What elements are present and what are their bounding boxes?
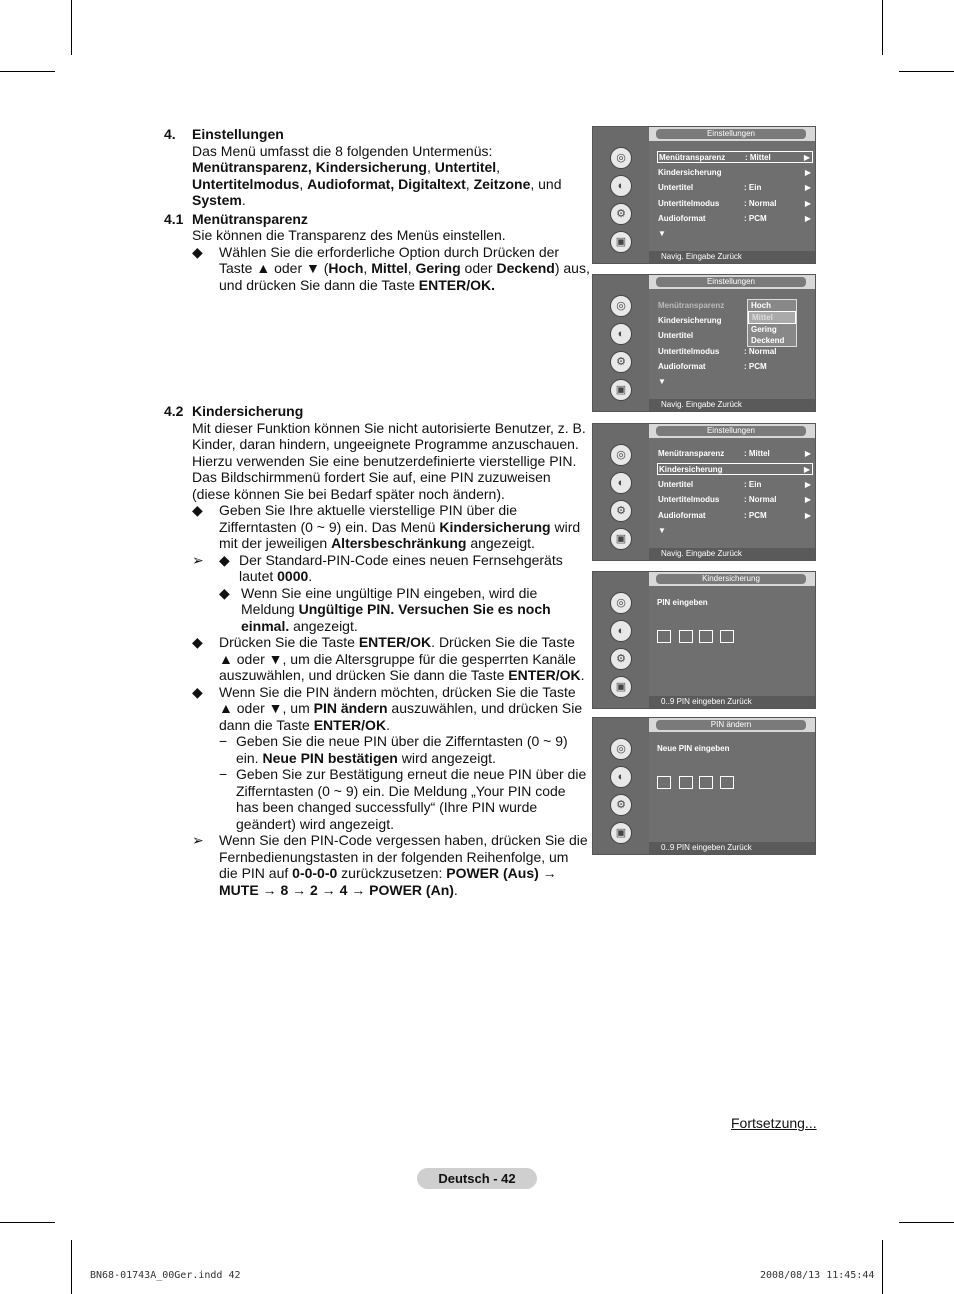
page-number: Deutsch - 42 bbox=[417, 1168, 537, 1189]
osd-pin-aendern: ◎ ◐ ⚙ ▣ PIN ändern Neue PIN eingeben 0..9 PIN eingeben Zurück bbox=[592, 717, 816, 855]
diamond-bullet-icon: ◆ bbox=[192, 634, 203, 650]
continuation-note: Fortsetzung... bbox=[731, 1115, 817, 1131]
gear-icon: ⚙ bbox=[610, 648, 632, 670]
gear-icon: ⚙ bbox=[610, 500, 632, 522]
dash-bullet: − bbox=[219, 766, 228, 782]
antenna-icon: ◎ bbox=[610, 444, 632, 466]
antenna-icon: ◎ bbox=[610, 295, 632, 317]
crop-mark bbox=[0, 1222, 55, 1223]
input-icon: ▣ bbox=[610, 528, 632, 550]
section-kindersicherung: 4.2 Kindersicherung Mit dieser Funktion können Sie nicht autorisierte Benutzer, z. B. Kinder, daran hindern, ungeeignete Programme anzuschauen. Hierzu verwenden Sie eine benutzerdefinierte vierstellige PIN. Das Bildschirmmenü fordert Sie auf, eine PIN zuzuweisen (diese können Sie bei Bedarf später noch ändern). ◆ Geben Sie Ihre aktuelle vierstellige PIN über die Zifferntasten (0 ~ 9) ein. Das Menü Kindersicherung wird mit der jeweiligen Altersbeschränkung angezeigt. ➢ ◆ Der Standard-PIN-Code eines neuen Fernsehgeräts lautet 0000. ◆ Wenn Sie eine ungültige PIN eingeben, wird die Meldung Ungültige PIN. Versuchen Sie es noch einmal. angezeigt. ◆ Drücken Sie die Taste ENTER/OK. Drücken Sie die Taste ▲ oder ▼, um die Altersgruppe für die gesperrten Kanäle auszuwählen, und drücken Sie dann die Taste ENTER/OK. ◆ Wenn Sie die PIN ändern möchten, drücken Sie die Taste ▲ oder ▼, um PIN ändern auszuwählen, und drücken Sie dann die Taste ENTER/OK. − Geben Sie die neue PIN über die Zifferntasten (0 ~ 9) ein. Neue PIN bestätigen wird angezeigt. − Geben Sie zur Bestätigung erneut die neue PIN über die Zifferntasten (0 ~ 9) ein. Die Meldung „Your PIN code has been changed successfully“ (Ihre PIN wurde geändert) wird angezeigt. ➢ Wenn Sie den PIN-Code vergessen haben, drücken Sie die Fernbedienungstasten in der folgenden Reihenfolge, um die PIN auf 0-0-0-0 zurückzusetzen: POWER (Aus) → MUTE → 8 → 2 → 4 → POWER (An). bbox=[164, 403, 588, 898]
crop-mark bbox=[71, 1240, 72, 1294]
crop-mark bbox=[0, 71, 55, 72]
date-slug: 2008/08/13 11:45:44 bbox=[760, 1270, 875, 1281]
picture-icon: ◐ bbox=[610, 766, 632, 788]
transparency-popup: Hoch Mittel Gering Deckend bbox=[747, 299, 797, 347]
diamond-bullet-icon: ◆ bbox=[192, 502, 203, 518]
pin-digit-box[interactable] bbox=[679, 776, 693, 789]
pin-digit-box[interactable] bbox=[657, 630, 671, 643]
gear-icon: ⚙ bbox=[610, 203, 632, 225]
dash-bullet: − bbox=[219, 733, 228, 749]
antenna-icon: ◎ bbox=[610, 738, 632, 760]
osd-einstellungen-1: ◎ ◐ ⚙ ▣ Einstellungen Menütransparenz : Mittel ▶ Kindersicherung ▶ Untertitel : Ein ▶ Untertitelmodus : Normal ▶ Audioformat : PCM ▶ ▼ Navig. Eingabe Zurück bbox=[592, 126, 816, 264]
pin-digit-box[interactable] bbox=[657, 776, 671, 789]
crop-mark bbox=[882, 0, 883, 55]
pin-digit-box[interactable] bbox=[720, 776, 734, 789]
diamond-bullet-icon: ◆ bbox=[219, 584, 230, 601]
pin-digit-box[interactable] bbox=[720, 630, 734, 643]
antenna-icon: ◎ bbox=[610, 147, 632, 169]
osd-einstellungen-3: ◎ ◐ ⚙ ▣ Einstellungen Menütransparenz : Mittel ▶ Kindersicherung ▶ Untertitel : Ein ▶ Untertitelmodus : Normal ▶ Audioformat : PCM ▶ ▼ Navig. Eingabe Zurück bbox=[592, 423, 816, 561]
pin-digit-box[interactable] bbox=[679, 630, 693, 643]
crop-mark bbox=[899, 71, 954, 72]
input-icon: ▣ bbox=[610, 379, 632, 401]
diamond-bullet-icon: ◆ bbox=[192, 683, 203, 700]
picture-icon: ◐ bbox=[610, 323, 632, 345]
crop-mark bbox=[882, 1240, 883, 1294]
section-einstellungen: 4. Einstellungen Das Menü umfasst die 8 folgenden Untermenüs: Menütransparenz, Kindersicherung, Untertitel, Untertitelmodus, Audioformat, Digitaltext, Zeitzone, und System. 4.1 Menütransparenz Sie können die Transparenz des Menüs einstellen. ◆ Wählen Sie die erforderliche Option durch Drücken der Taste ▲ oder ▼ (Hoch, Mittel, Gering oder Deckend) aus, und drücken Sie dann die Taste ENTER/OK. bbox=[164, 126, 590, 293]
osd-einstellungen-2: ◎ ◐ ⚙ ▣ Einstellungen Menütransparenz Kindersicherung Untertitel Untertitelmodus : Normal Audioformat : PCM ▼ Hoch Mittel Gering Deckend Navig. Eingabe Zurück bbox=[592, 274, 816, 412]
osd-kindersicherung: ◎ ◐ ⚙ ▣ Kindersicherung PIN eingeben 0..9 PIN eingeben Zurück bbox=[592, 571, 816, 709]
note-arrow-icon: ➢ bbox=[192, 832, 204, 848]
picture-icon: ◐ bbox=[610, 620, 632, 642]
input-icon: ▣ bbox=[610, 676, 632, 698]
gear-icon: ⚙ bbox=[610, 351, 632, 373]
diamond-bullet-icon: ◆ bbox=[219, 551, 230, 568]
gear-icon: ⚙ bbox=[610, 794, 632, 816]
pin-digit-box[interactable] bbox=[699, 776, 713, 789]
pin-digit-box[interactable] bbox=[699, 630, 713, 643]
input-icon: ▣ bbox=[610, 822, 632, 844]
note-arrow-icon: ➢ bbox=[192, 551, 204, 568]
picture-icon: ◐ bbox=[610, 472, 632, 494]
picture-icon: ◐ bbox=[610, 175, 632, 197]
crop-mark bbox=[899, 1222, 954, 1223]
input-icon: ▣ bbox=[610, 231, 632, 253]
crop-mark bbox=[71, 0, 72, 55]
diamond-bullet-icon: ◆ bbox=[192, 243, 203, 260]
antenna-icon: ◎ bbox=[610, 592, 632, 614]
file-slug: BN68-01743A_00Ger.indd 42 bbox=[90, 1270, 241, 1281]
